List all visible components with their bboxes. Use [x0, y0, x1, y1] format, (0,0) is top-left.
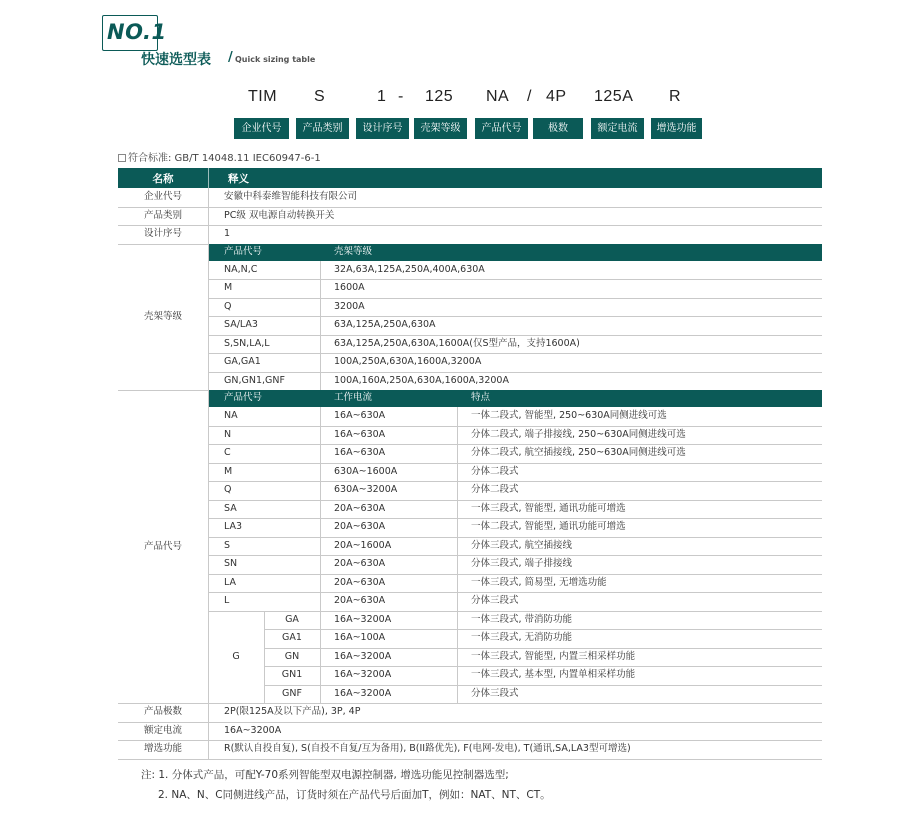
product-feature: 一体三段式, 智能型, 内置三相采样功能: [471, 650, 636, 662]
frame-name: 壳架等级: [143, 310, 182, 322]
standard-label: 符合标准: GB/T 14048.11 IEC60947-6-1: [128, 153, 321, 164]
frame-subheader-code: 产品代号: [224, 245, 263, 257]
row-name: 设计序号: [143, 228, 182, 239]
product-current: 20A~630A: [334, 521, 386, 532]
row-divider: [208, 298, 822, 299]
product-g-code: GN1: [281, 669, 303, 680]
row-name: 企业代号: [143, 191, 182, 202]
product-feature: 一体三段式, 带消防功能: [471, 613, 573, 625]
header-divider: [208, 168, 209, 188]
product-current: 16A~3200A: [334, 669, 392, 680]
column-divider: [264, 611, 265, 704]
product-feature: 一体三段式, 基本型, 内置单相采样功能: [471, 669, 636, 680]
product-g-group: G: [232, 650, 240, 662]
row-divider: [208, 353, 822, 354]
product-feature: 分体三段式: [471, 595, 519, 606]
product-current: 16A~3200A: [334, 687, 392, 699]
product-current: 16A~630A: [334, 447, 386, 458]
row-divider: [208, 279, 822, 280]
frame-code: M: [224, 282, 233, 293]
row-divider: [208, 372, 822, 373]
product-feature: 一体三段式, 智能型, 通讯功能可增选: [471, 502, 626, 514]
product-feature: 分体二段式, 航空插接线, 250~630A同侧进线可选: [471, 447, 686, 458]
frame-value: 32A,63A,125A,250A,400A,630A: [334, 263, 485, 275]
product-current: 630A~3200A: [334, 484, 398, 495]
page-title-english: Quick sizing table: [235, 55, 316, 64]
product-current: 20A~630A: [334, 576, 386, 588]
column-divider: [320, 407, 321, 703]
row-name: 产品极数: [143, 706, 182, 717]
product-current: 20A~1600A: [334, 539, 392, 551]
model-code-label: 极数: [533, 118, 583, 139]
product-code: LA: [224, 576, 237, 588]
product-feature: 一体二段式, 智能型, 250~630A同侧进线可选: [471, 410, 667, 421]
model-code-part: -: [398, 88, 404, 105]
model-code-label: 增选功能: [651, 118, 702, 139]
frame-value: 63A,125A,250A,630A: [334, 319, 436, 330]
product-current: 16A~3200A: [334, 650, 392, 662]
table-header-meaning: 释义: [228, 173, 249, 185]
model-code-part: 1: [377, 88, 387, 105]
product-code: L: [224, 595, 230, 606]
table-header-name: 名称: [152, 173, 174, 185]
product-code: SN: [224, 558, 238, 569]
model-code-part: 125A: [594, 88, 634, 105]
frame-value: 3200A: [334, 300, 365, 312]
model-code-part: 4P: [546, 88, 567, 105]
frame-subheader: [208, 244, 822, 261]
product-current: 630A~1600A: [334, 465, 398, 477]
frame-code: GN,GN1,GNF: [224, 374, 285, 386]
model-code-part: NA: [486, 88, 510, 105]
row-value: 16A~3200A: [224, 724, 282, 736]
column-divider: [320, 261, 321, 391]
column-divider: [457, 407, 458, 703]
product-subheader-code: 产品代号: [224, 392, 263, 403]
row-value: 安徽中科泰维智能科技有限公司: [224, 191, 358, 202]
row-divider: [118, 759, 822, 760]
product-code: M: [224, 465, 233, 477]
frame-value: 100A,250A,630A,1600A,3200A: [334, 356, 482, 367]
product-g-code: GNF: [282, 687, 302, 699]
note-1: 注: 1. 分体式产品，可配Y-70系列智能型双电源控制器, 增选功能见控制器选型;: [141, 769, 509, 781]
row-value: PC级 双电源自动转换开关: [224, 209, 335, 221]
table-header: [118, 168, 822, 188]
product-code: LA3: [224, 521, 243, 532]
section-number: NO.1: [107, 20, 167, 44]
product-subheader: [208, 390, 822, 407]
row-value: 1: [224, 228, 231, 239]
product-feature: 分体三段式, 航空插接线: [471, 539, 573, 551]
model-code-label: 产品代号: [475, 118, 528, 139]
product-current: 16A~630A: [334, 410, 386, 421]
standard-text: [118, 149, 321, 164]
product-current: 20A~630A: [334, 558, 386, 569]
frame-code: S,SN,LA,L: [224, 337, 270, 349]
product-current: 16A~100A: [334, 632, 386, 643]
product-code: S: [224, 539, 231, 551]
note-2: 2. NA、N、C同侧进线产品，订货时须在产品代号后面加T，例如：NAT、NT、CT。: [158, 789, 551, 801]
frame-code: Q: [224, 300, 232, 312]
name-column-divider: [208, 188, 209, 759]
product-subheader-feature: 特点: [471, 392, 491, 403]
product-current: 20A~630A: [334, 595, 386, 606]
title-divider: /: [228, 50, 233, 65]
product-code: N: [224, 428, 232, 440]
product-feature: 分体二段式, 端子排接线, 250~630A同侧进线可选: [471, 428, 686, 440]
model-code-label: 设计序号: [356, 118, 409, 139]
row-divider: [208, 316, 822, 317]
row-name: 额定电流: [143, 724, 182, 736]
frame-value: 63A,125A,250A,630A,1600A(仅S型产品，支持1600A): [334, 337, 580, 349]
product-code: Q: [224, 484, 232, 495]
page-title: 快速选型表: [141, 52, 211, 68]
product-feature: 分体二段式: [471, 465, 519, 477]
frame-value: 1600A: [334, 282, 365, 293]
frame-code: GA,GA1: [224, 356, 261, 367]
model-code-part: 125: [425, 88, 454, 105]
product-name: 产品代号: [143, 540, 182, 552]
row-value: R(默认自投自复), S(自投不自复/互为备用), B(II路优先), F(电网-发电), T(通讯,SA,LA3型可增选): [224, 743, 631, 754]
product-feature: 分体二段式: [471, 484, 519, 495]
product-g-code: GA: [285, 613, 299, 625]
product-g-code: GN: [284, 650, 300, 662]
model-code-part: /: [527, 88, 532, 105]
product-code: SA: [224, 502, 237, 514]
product-feature: 一体二段式, 智能型, 通讯功能可增选: [471, 521, 626, 532]
model-code-label: 额定电流: [591, 118, 644, 139]
model-code-part: TIM: [248, 88, 278, 105]
product-current: 16A~630A: [334, 428, 386, 440]
product-current: 16A~3200A: [334, 613, 392, 625]
product-feature: 分体三段式: [471, 687, 519, 699]
product-feature: 一体三段式, 无消防功能: [471, 632, 573, 643]
product-code: C: [224, 447, 231, 458]
frame-subheader-frame: 壳架等级: [334, 245, 373, 257]
row-name: 产品类别: [143, 209, 182, 221]
checkbox-icon: [118, 154, 126, 162]
model-code-label: 壳架等级: [414, 118, 467, 139]
product-g-code: GA1: [282, 632, 302, 643]
product-subheader-current: 工作电流: [334, 392, 373, 403]
frame-value: 100A,160A,250A,630A,1600A,3200A: [334, 374, 509, 386]
product-code: NA: [224, 410, 238, 421]
product-feature: 分体三段式, 端子排接线: [471, 558, 573, 569]
row-name: 增选功能: [143, 743, 182, 754]
model-code-label: 企业代号: [234, 118, 289, 139]
product-current: 20A~630A: [334, 502, 386, 514]
model-code-label: 产品类别: [296, 118, 349, 139]
model-code-part: R: [669, 88, 682, 105]
frame-code: NA,N,C: [224, 263, 258, 275]
frame-code: SA/LA3: [224, 319, 258, 330]
row-value: 2P(限125A及以下产品), 3P, 4P: [224, 706, 361, 717]
product-feature: 一体三段式, 简易型, 无增选功能: [471, 576, 607, 588]
model-code-part: S: [314, 88, 326, 105]
